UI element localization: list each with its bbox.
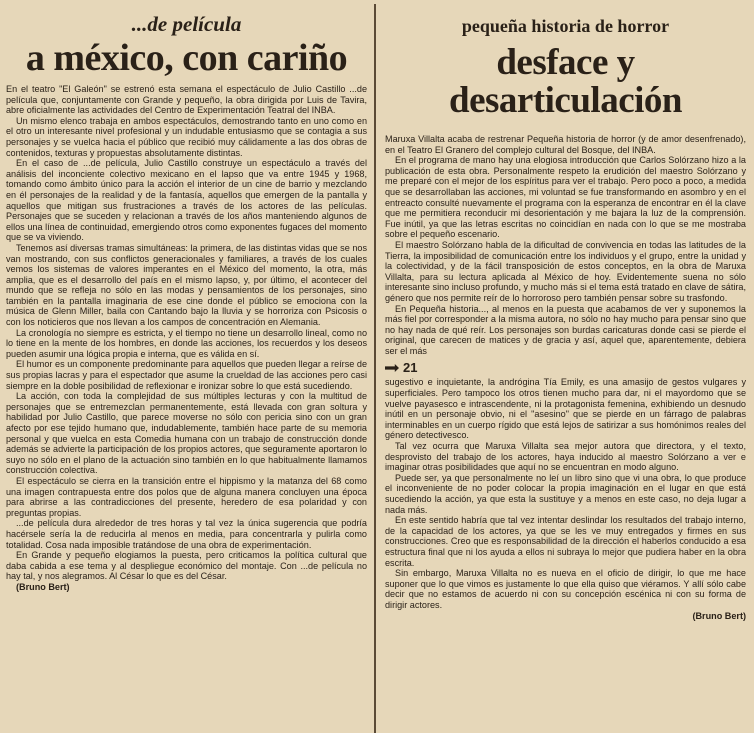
paragraph: La cronología no siempre es estricta, y el tiempo no tiene un desarrollo lineal, como no lo tiene en la mente de los hombres, en donde las acciones, los recuerdos y los deseos pueden asumir una lógica propia e interna, que es válida en sí. — [6, 327, 367, 359]
article-body-right — [385, 134, 746, 621]
paragraph: ...de película dura alrededor de tres horas y tal vez la única sugerencia que podría hacérsele sería la de reducirla al menos en media, para concentrarla y pulirla como totalidad. Cosa nada imposible tratándose de una obra de experimentación. — [6, 518, 367, 550]
article-body-left — [6, 84, 367, 593]
paragraph: sugestivo e inquietante, la andrógina Tía Emily, es una amasijo de gestos vulgares y superficiales. Pero tampoco los otros tienen mucho para dar, ni el mayordomo que se vuelve payasesco e intrascendente, ni la protagonista femenina, exhibiendo un desnudo inútil en un personaje obvio, ni el "asesino" que se pierde en un fárrago de palabras interminables en un cuerpo rígido que está lejos de satirizar a sus homónimos reales del género detectivesco. — [385, 377, 746, 441]
paragraph: Maruxa Villalta acaba de restrenar Pequeña historia de horror (y de amor desenfrenado), en el Teatro El Granero del complejo cultural del Bosque, del INBA. — [385, 134, 746, 155]
paragraph: Puede ser, ya que personalmente no leí un libro sino que vi una obra, lo que produce el inconveniente de no poder colocar la propia imaginación en el lugar en que está sucediendo la acción, ya que esta la sustituye y a menos en este caso, no deja lugar a nada más. — [385, 472, 746, 515]
page-number-text: 21 — [403, 360, 418, 376]
paragraph: El humor es un componente predominante para aquellos que pueden llegar a reírse de sus propias lacras y para el espectador que asume la crueldad de las acciones pero casi siempre en la doble posibilidad de reflexionar e ironizar sobre lo que está sucediendo. — [6, 359, 367, 391]
byline-left: (Bruno Bert) — [16, 581, 70, 592]
arrow-icon — [385, 364, 399, 372]
paragraph: En este sentido habría que tal vez intentar deslindar los resultados del trabajo interno, de la capacidad de los actores, ya que se les ve muy entregados y firmes en sus construcciones. Creo que es responsabilidad de la dirección el haberlos conducido a esa estructura final que ni los ayuda a ellos ni subraya lo mejor que pudiera haber en la obra escrita. — [385, 515, 746, 568]
paragraph: Tenemos así diversas tramas simultáneas: la primera, de las distintas vidas que se nos van mostrando, con sus conflictos generacionales y familiares, a través de los cuales vemos los sistemas de valores imperantes en el México del momento, la otra, más amplia, que es el desarrollo del país en el mismo lapso, y, por último, el acontecer del mundo que se refleja no sólo en las modas y pensamientos de los personajes, sino también en la pantalla imaginaria de ese cine donde el público se emociona con la música de Glenn Miller, baila con Cantando bajo la lluvia y se horroriza con Psicosis o con los noticieros que nos llevan a los campos de concentración en Alemania. — [6, 242, 367, 328]
headline-right-line2: desarticulación — [449, 80, 682, 121]
review-pequena-historia — [377, 0, 754, 733]
headline-right — [385, 44, 746, 120]
paragraph: En el programa de mano hay una elogiosa introducción que Carlos Solórzano hizo a la publicación de esta obra. Personalmente respeto la erudición del maestro Solórzano y me preparé con el mejor de los espíritus para ver el trabajo. Pero poco a poco, a medida que se desarrollaban las acciones, mi voluntad se fue transformando en asombro y en el entreacto consulté nuevamente el programa con la esperanza de encontrar en él la clave que me permitiera reconducir mi desorientación y me bajara la luz de la comprensión. Fue inútil, ya que las letras escritas no coincidían en nada con lo que se me mostraba sobre el pequeño escenario. — [385, 155, 746, 240]
review-de-pelicula — [0, 0, 373, 733]
kicker-left: ...de película — [131, 12, 242, 36]
paragraph: El espectáculo se cierra en la transición entre el hippismo y la matanza del 68 como una imagen contrapuesta entre dos polos que de alguna manera concluyen una época para abrirse a las contradicciones del presente, heredero de esa polaridad y con preguntas propias. — [6, 475, 367, 518]
paragraph: En el teatro "El Galeón" se estrenó esta semana el espectáculo de Julio Castillo ...de película que, conjuntamente con Grande y pequeño, la obra dirigida por Luis de Tavira, abre oficialmente las actividades del Centro de Experimentación Teatral del INBA. — [6, 84, 367, 116]
headline-left: a méxico, con cariño — [25, 37, 348, 79]
paragraph: En Grande y pequeño elogiamos la puesta, pero criticamos la política cultural que daba cabida a ese tema y al despliegue económico del montaje. Con ...de película no hay tal, y nos alegramos. Al César lo que es del César. — [6, 550, 367, 582]
paragraph: En el caso de ...de película, Julio Castillo construye un espectáculo a través del análisis del inconciente colectivo mexicano en el lapso que va entre 1945 y 1968, tomando como ámbito único para la acción el interior de un cine de barrio y mezclando en él personajes de la realidad y de la fantasía, aquellos que emergen de la pantalla y aquellos que mitigan sus frustraciones a través de los actores de las películas. Personajes que se suceden y relacionan a través de los años manteniendo algunos de ellos una línea de continuidad, emergiendo otros como exponentes fugaces del momento que se va viviendo. — [6, 158, 367, 243]
paragraph: En Pequeña historia..., al menos en la puesta que acabamos de ver y suponemos la más fiel por corresponder a la misma autora, no sólo no hay mucho para pensar sino que no hay nada de qué reír. Los personajes son burdas caricaturas donde casi se pierde el original, que carecen de matices y de gracia y así, aquel que, aparentemente, debiera ser el más — [385, 303, 746, 356]
paragraph: El maestro Solórzano habla de la dificultad de convivencia en todas las latitudes de la Tierra, la imposibilidad de comunicación entre los individuos y el grupo, entre la unidad y la colectividad, y de la fácil transposición de estos conceptos, en la obra de Maruxa Villalta, para su lectura aplicada al México de hoy. Evidentemente suena no sólo interesante sino incluso profundo, y mucho más si el tema está tratado en clave de sátira, género que nos permite reír de lo horroroso pero también pensar sobre su trasfondo. — [385, 239, 746, 303]
paragraph: Un mismo elenco trabaja en ambos espectáculos, demostrando tanto en uno como en el otro un interesante nivel profesional y un indudable entusiasmo que se contagia a sus personajes y se vuelca hacia el público que recibió muy cálidamente a las dos obras de contenidos, texturas y propuestas absolutamente distintas. — [6, 115, 367, 158]
byline-left-line — [6, 582, 367, 593]
kicker-right: pequeña historia de horror — [461, 16, 670, 36]
byline-right-line — [385, 611, 746, 622]
column-divider — [374, 4, 376, 733]
page-number — [385, 360, 746, 375]
paragraph: Tal vez ocurra que Maruxa Villalta sea mejor autora que directora, y el texto, desprovisto del trabajo de los actores, haya inducido al maestro Solórzano a ver e imaginar otras posibilidades que aquí no se encuentran en modo alguno. — [385, 441, 746, 473]
paragraph: Sin embargo, Maruxa Villalta no es nueva en el oficio de dirigir, lo que me hace suponer que lo que vimos es justamente lo que ella quiso que viéramos. Y allí sólo cabe decir que no estamos de acuerdo ni con su concepción escénica ni con su forma de dirigir actores. — [385, 568, 746, 610]
byline-right: (Bruno Bert) — [692, 610, 746, 621]
paragraph: La acción, con toda la complejidad de sus múltiples lecturas y con la multitud de personajes que se entremezclan permanentemente, está llevada con gran soltura y habilidad por Julio Castillo, que parece moverse no sólo con pericia sino con un gran afecto por ese tejido humano que, indudablemente, también hace parte de su memoria personal y que vuelca en esta Comedia humana con un trabajo de construcción donde además se advierte la participación de los propios actores, que seguramente aportaron lo suyo no sólo en el plano de la actuación sino también en lo que habitualmente llamamos construcción colectiva. — [6, 391, 367, 476]
headline-right-line1: desface y — [496, 42, 635, 83]
